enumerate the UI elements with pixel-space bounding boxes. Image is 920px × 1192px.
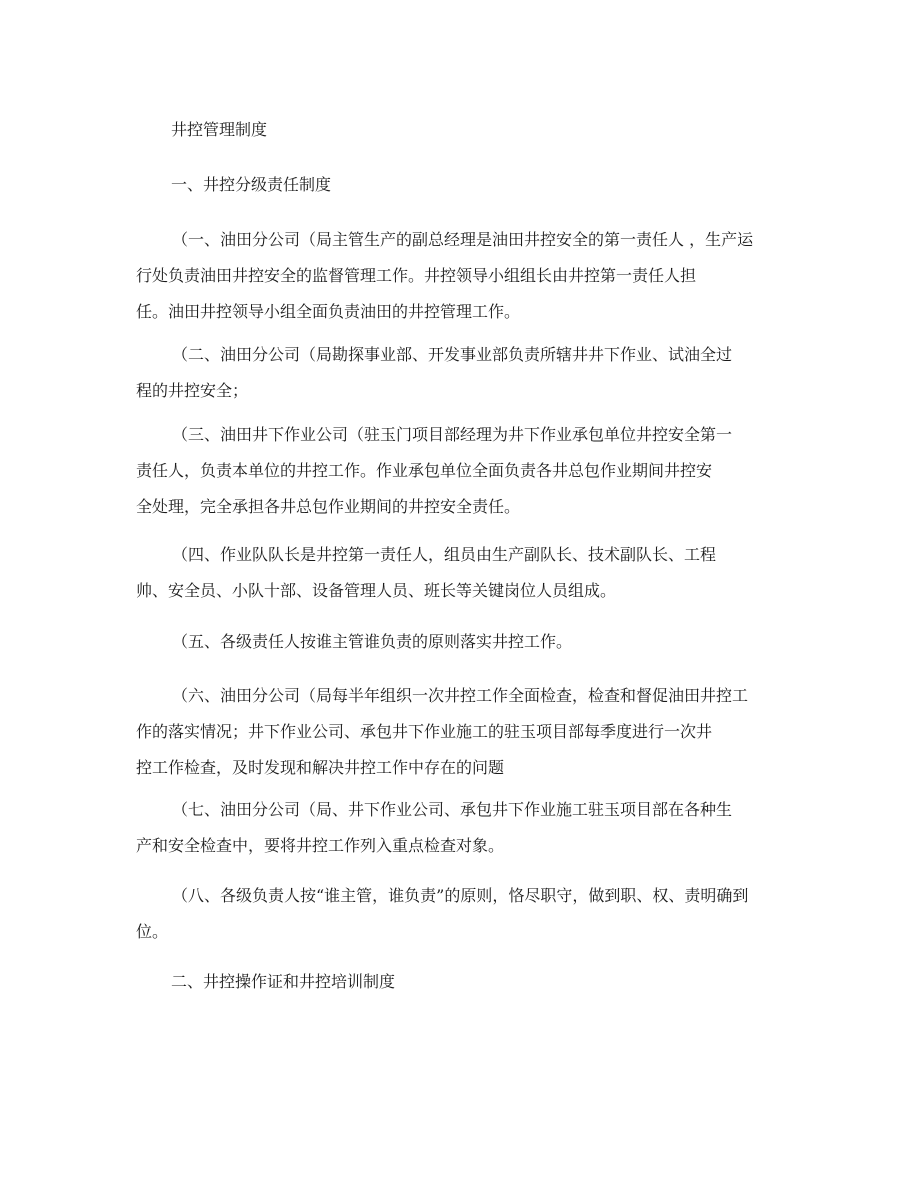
paragraph-line: （六、油田分公司（局每半年组织一次井控工作全面检查，检查和督促油田井控工 bbox=[172, 686, 749, 705]
paragraph-7 bbox=[136, 798, 776, 870]
paragraph-line: （八、各级负责人按“谁主管，谁负责”的原则，恪尽职守，做到职、权、责明确到 bbox=[172, 886, 749, 905]
paragraph-line: （二、油田分公司（局勘探事业部、开发事业部负责所辖井井下作业、试油全过 bbox=[172, 345, 733, 364]
paragraph-line: 位。 bbox=[136, 922, 169, 941]
paragraph-5 bbox=[136, 630, 776, 666]
paragraph-line: 帅、安全员、小队十部、设备管理人员、班长等关键岗位人员组成。 bbox=[136, 581, 617, 600]
paragraph-3 bbox=[136, 423, 776, 531]
paragraph-line: 控工作检查，及时发现和解决井控工作中存在的问题 bbox=[136, 758, 505, 777]
paragraph-4 bbox=[136, 543, 776, 615]
paragraph-line: 程的井控安全； bbox=[136, 381, 249, 400]
paragraph-line: （三、油田井下作业公司（驻玉门项目部经理为井下作业承包单位井控安全第一 bbox=[172, 425, 733, 444]
paragraph-line: 行处负责油田井控安全的监督管理工作。井控领导小组组长由井控第一责任人担 bbox=[136, 266, 697, 285]
paragraph-line: （一、油田分公司（局主管生产的副总经理是油田井控安全的第一责任人 ，生产运 bbox=[172, 230, 754, 249]
paragraph-6 bbox=[136, 684, 776, 792]
paragraph-line: （四、作业队队长是井控第一责任人，组员由生产副队长、技术副队长、工程 bbox=[172, 545, 717, 564]
paragraph-2 bbox=[136, 343, 776, 415]
paragraph-1 bbox=[136, 228, 776, 336]
document-title: 井控管理制度 bbox=[171, 120, 268, 139]
paragraph-line: （五、各级责任人按谁主管谁负责的原则落实井控工作。 bbox=[172, 632, 573, 651]
section-heading-2: 二、井控操作证和井控培训制度 bbox=[171, 972, 396, 991]
paragraph-line: （七、油田分公司（局、井下作业公司、承包井下作业施工驻玉项目部在各种生 bbox=[172, 800, 733, 819]
paragraph-line: 作的落实情况；井下作业公司、承包井下作业施工的驻玉项目部每季度进行一次井 bbox=[136, 722, 713, 741]
section-heading-1: 一、井控分级责任制度 bbox=[171, 175, 332, 194]
paragraph-line: 全处理，完全承担各井总包作业期间的井控安全责任。 bbox=[136, 497, 521, 516]
paragraph-line: 产和安全检查中，要将井控工作列入重点检查对象。 bbox=[136, 836, 505, 855]
paragraph-line: 责任人，负责本单位的井控工作。作业承包单位全面负责各井总包作业期间井控安 bbox=[136, 461, 713, 480]
paragraph-line: 任。油田井控领导小组全面负责油田的井控管理工作。 bbox=[136, 302, 521, 321]
paragraph-8 bbox=[136, 884, 776, 956]
